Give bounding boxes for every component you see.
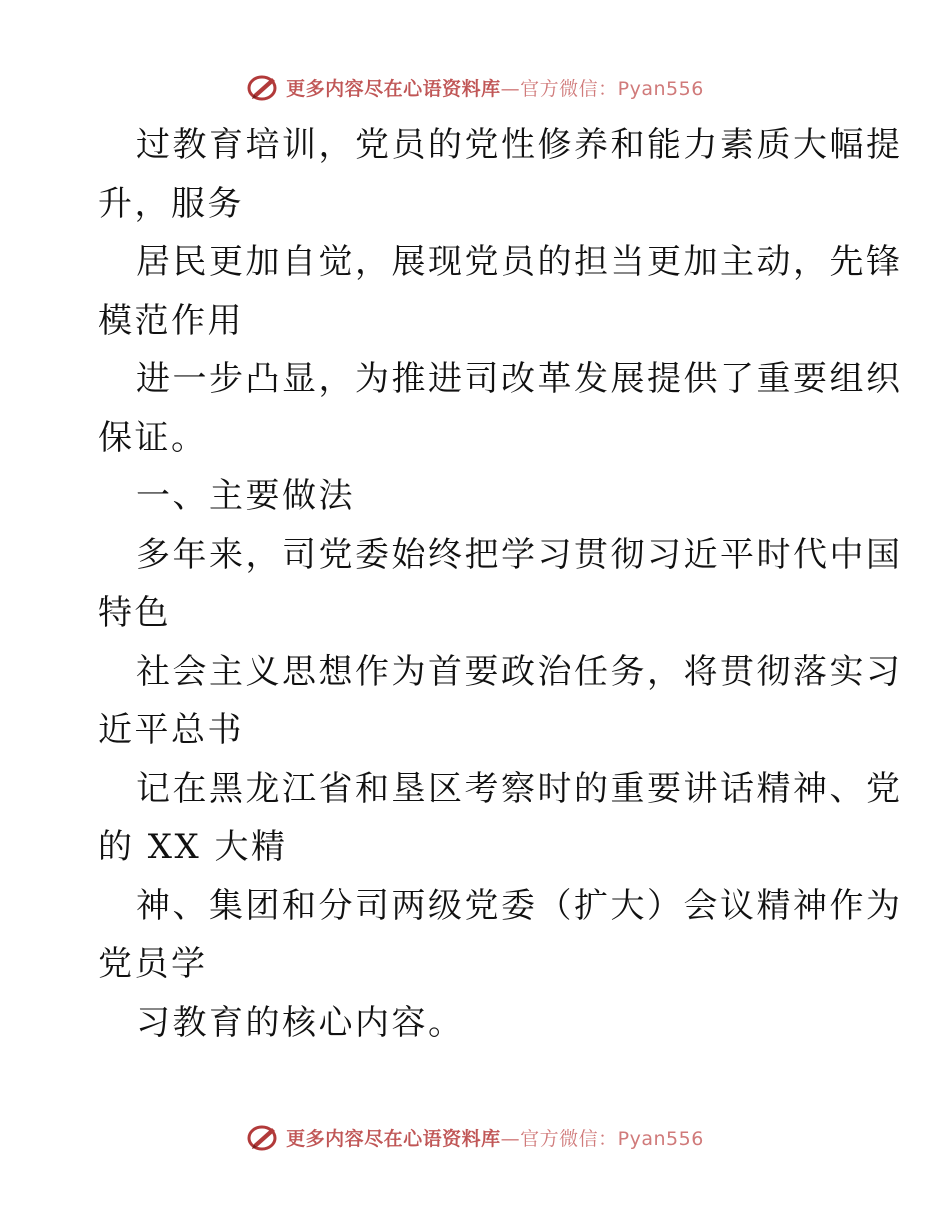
body-line: 的 XX 大精 [98,827,288,867]
body-line: 保证。 [98,417,208,458]
header-banner [0,72,950,102]
body-line: 多年来，司党委始终把学习贯彻习近平时代中国 [136,534,903,575]
header-banner-contact: —官方微信：Pyan556 [500,77,704,100]
body-line: 习教育的核心内容。 [136,1002,465,1043]
body-line: 升，服务 [98,183,244,224]
body-line: 进一步凸显，为推进司改革发展提供了重要组织 [136,359,903,399]
document-body [98,116,903,1052]
pen-logo-icon [246,1122,280,1152]
pen-logo-icon [246,72,280,102]
footer-banner-contact: —官方微信：Pyan556 [500,1127,704,1150]
body-line: 社会主义思想作为首要政治任务，将贯彻落实习 [136,651,903,692]
body-line: 特色 [98,593,171,633]
body-line: 模范作用 [98,300,244,341]
body-line: 神、集团和分司两级党委（扩大）会议精神作为 [136,885,903,926]
footer-banner-lead: 更多内容尽在心语资料库 [286,1127,501,1150]
footer-banner [0,1122,950,1152]
body-line: 居民更加自觉，展现党员的担当更加主动，先锋 [136,242,903,282]
header-banner-text [286,74,704,101]
body-line: 过教育培训，党员的党性修养和能力素质大幅提 [136,125,903,165]
body-line: 近平总书 [98,710,244,750]
footer-banner-text [286,1124,704,1151]
header-banner-lead: 更多内容尽在心语资料库 [286,77,501,100]
body-line: 记在黑龙江省和垦区考察时的重要讲话精神、党 [136,768,903,809]
body-line: 党员学 [98,944,208,984]
section-heading: 一、主要做法 [136,476,355,516]
